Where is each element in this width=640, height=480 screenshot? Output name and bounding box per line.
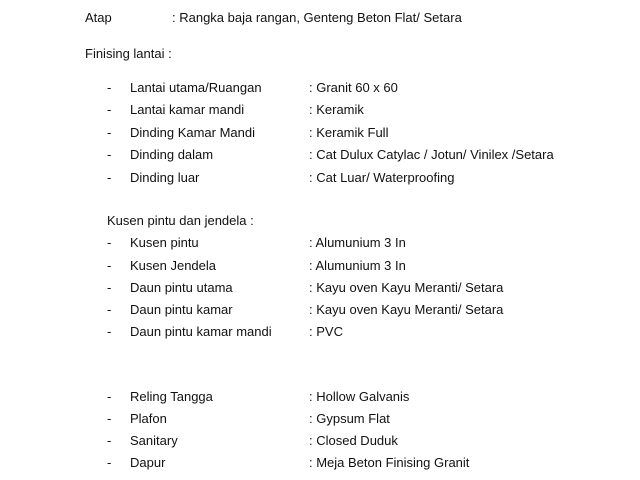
kusen-heading-text: Kusen pintu dan jendela :: [107, 213, 254, 228]
item-label: Lantai utama/Ruangan: [130, 80, 262, 95]
item-label: Daun pintu kamar: [130, 302, 233, 317]
item-value: : Keramik Full: [309, 125, 389, 140]
bullet-dash: -: [107, 235, 112, 250]
atap-label: Atap: [85, 10, 112, 25]
bullet-dash: -: [107, 80, 112, 95]
item-value: : Meja Beton Finising Granit: [309, 455, 470, 470]
item-value: : Hollow Galvanis: [309, 389, 410, 404]
bullet-dash: -: [107, 433, 112, 448]
bullet-dash: -: [107, 258, 112, 273]
item-value: : Gypsum Flat: [309, 411, 390, 426]
bullet-dash: -: [107, 170, 112, 185]
bullet-dash: -: [107, 411, 112, 426]
bullet-dash: -: [107, 389, 112, 404]
item-value: : Cat Dulux Catylac / Jotun/ Vinilex /Setara: [309, 147, 554, 162]
item-label: Reling Tangga: [130, 389, 213, 404]
item-label: Dinding Kamar Mandi: [130, 125, 256, 140]
item-value: : Alumunium 3 In: [309, 235, 406, 250]
item-label: Kusen Jendela: [130, 258, 217, 273]
item-value: : PVC: [309, 324, 343, 339]
bullet-dash: -: [107, 147, 112, 162]
bullet-dash: -: [107, 455, 112, 470]
finishing-heading: Finising lantai :: [85, 46, 172, 61]
item-label: Dinding luar: [130, 170, 200, 185]
item-label: Kusen pintu: [130, 235, 199, 250]
item-value: : Cat Luar/ Waterproofing: [309, 170, 455, 185]
item-label: Sanitary: [130, 433, 178, 448]
bullet-dash: -: [107, 280, 112, 295]
bullet-dash: -: [107, 102, 112, 117]
item-value: : Closed Duduk: [309, 433, 398, 448]
item-label: Dapur: [130, 455, 166, 470]
item-label: Daun pintu utama: [130, 280, 233, 295]
item-label: Dinding dalam: [130, 147, 214, 162]
bullet-dash: -: [107, 125, 112, 140]
item-label: Daun pintu kamar mandi: [130, 324, 272, 339]
bullet-dash: -: [107, 302, 112, 317]
item-value: : Kayu oven Kayu Meranti/ Setara: [309, 280, 504, 295]
item-label: Lantai kamar mandi: [130, 102, 245, 117]
item-label: Plafon: [130, 411, 167, 426]
item-value: : Keramik: [309, 102, 364, 117]
item-value: : Alumunium 3 In: [309, 258, 406, 273]
item-value: : Kayu oven Kayu Meranti/ Setara: [309, 302, 504, 317]
item-value: : Granit 60 x 60: [309, 80, 398, 95]
bullet-dash: -: [107, 324, 112, 339]
atap-value: : Rangka baja rangan, Genteng Beton Flat/ Setara: [172, 10, 462, 25]
